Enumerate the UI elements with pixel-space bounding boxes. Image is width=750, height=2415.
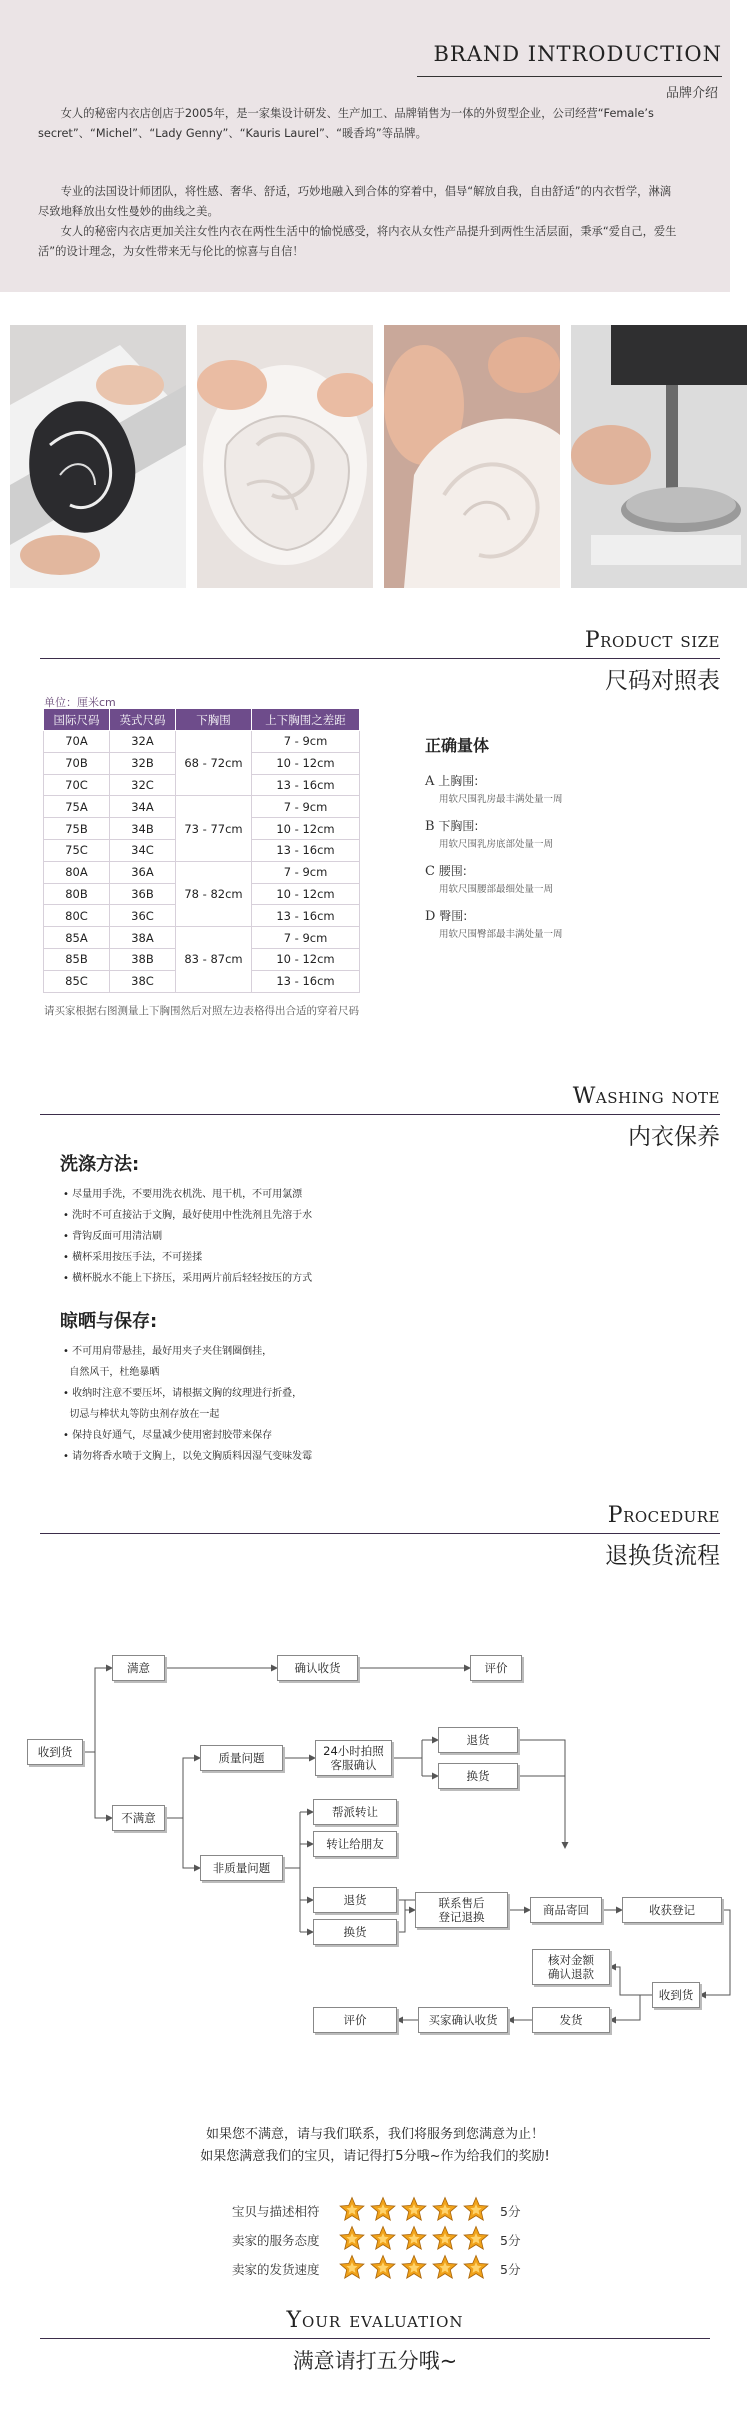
- size-table-row: [44, 861, 360, 883]
- flow-photo-confirm-line2: 客服确认: [330, 1758, 377, 1772]
- measure-name: 腰围:: [438, 864, 467, 878]
- measure-name: 上胸围:: [438, 774, 479, 788]
- size-table-row: [44, 731, 360, 753]
- flow-confirm-receipt: 确认收货: [277, 1655, 358, 1681]
- flow-satisfied: 满意: [112, 1655, 165, 1681]
- rating-stars: [338, 2254, 498, 2282]
- cell-uk-size: 38A: [110, 927, 176, 949]
- cell-diff: 13 - 16cm: [252, 905, 360, 927]
- cell-intl-size: 70B: [44, 752, 110, 774]
- photo-lace-cup: [197, 325, 373, 588]
- cell-uk-size: 32A: [110, 731, 176, 753]
- flow-received: 收到货: [652, 1982, 700, 2008]
- measure-letter: D: [425, 909, 436, 924]
- measure-letter: A: [425, 774, 435, 789]
- wash-method-list: [63, 1184, 312, 1289]
- brand-paragraph-2b: 女人的秘密内衣店更加关注女性内衣在两性生活中的愉悦感受，将内衣从女性产品提升到两性生活层面，秉承“爱自己，爱生活”的设计理念，为女性带来无与伦比的惊喜与自信！: [38, 225, 677, 258]
- size-title-cn: 尺码对照表: [605, 668, 720, 694]
- size-col-uk: 英式尺码: [110, 709, 176, 731]
- flow-resell: 帮派转让: [313, 1799, 397, 1825]
- size-table-row: [44, 927, 360, 949]
- wash-list-item: • 横杯脱水不能上下挤压，采用两片前后轻轻按压的方式: [63, 1273, 313, 1284]
- wash-list-item: • 背钩反面可用清洁刷: [63, 1231, 163, 1242]
- cell-uk-size: 34A: [110, 796, 176, 818]
- measure-label: [425, 817, 563, 834]
- cell-intl-size: 75B: [44, 818, 110, 840]
- flow-review: 评价: [470, 1655, 522, 1681]
- wash-store-title: 晾晒与保存:: [60, 1311, 158, 1332]
- measure-label: [425, 862, 563, 879]
- wash-list-item: • 横杯采用按压手法，不可搓揉: [63, 1252, 203, 1263]
- measure-name: 臀围:: [439, 909, 468, 923]
- wash-method-title: 洗涤方法:: [60, 1154, 140, 1175]
- rating-stars: [338, 2225, 498, 2253]
- flow-photo-confirm-line1: 24小时拍照: [323, 1744, 384, 1758]
- wash-list-item: • 收纳时注意不要压坏，请根据文胸的纹理进行折叠，: [63, 1388, 303, 1399]
- wash-list-item: • 请勿将香水喷于文胸上，以免文胸质料因湿气变味发霉: [63, 1451, 313, 1462]
- wash-store-list: [63, 1341, 312, 1467]
- size-table: [43, 708, 360, 993]
- size-table-header-row: [44, 709, 360, 731]
- cell-intl-size: 80A: [44, 861, 110, 883]
- flow-buyer-confirm: 买家确认收货: [418, 2007, 508, 2033]
- rating-label: 卖家的服务态度: [232, 2233, 320, 2248]
- size-unit-label: 单位：厘米cm: [44, 696, 116, 709]
- evaluation-title-rule: [40, 2338, 710, 2339]
- measure-desc: 用软尺围乳房最丰满处量一周: [439, 794, 563, 805]
- cell-diff: 10 - 12cm: [252, 752, 360, 774]
- photo-lace-fabric: [384, 325, 560, 588]
- procedure-title-rule: [40, 1533, 720, 1534]
- cell-intl-size: 85C: [44, 970, 110, 992]
- brand-paragraph-2a: 专业的法国设计师团队，将性感、奢华、舒适，巧妙地融入到合体的穿着中，倡导“解放自我，自由舒适”的内衣哲学，淋漓尽致地释放出女性曼妙的曲线之美。: [38, 185, 672, 218]
- size-note: 请买家根据右图测量上下胸围然后对照左边表格得出合适的穿着尺码: [44, 1005, 359, 1017]
- cell-underbust: 78 - 82cm: [176, 861, 252, 926]
- wash-list-item: • 洗时不可直接沾于文胸，最好使用中性洗剂且先溶于水: [63, 1210, 313, 1221]
- cell-diff: 13 - 16cm: [252, 774, 360, 796]
- rating-label: 宝贝与描述相符: [232, 2204, 320, 2219]
- size-title-rule: [40, 658, 720, 659]
- brand-paragraph-1: 女人的秘密内衣店创店于2005年，是一家集设计研发、生产加工、品牌销售为一体的外贸型企业，公司经营“Female’s secret”、“Michel”、“Lady Genny”、“Kauris Laurel”、“暖香坞”等品牌。: [38, 107, 654, 140]
- measure-name: 下胸围:: [438, 819, 479, 833]
- brand-paragraph-2: [38, 182, 678, 262]
- flow-review-2: 评价: [313, 2007, 397, 2033]
- rating-score: 5分: [500, 2262, 521, 2277]
- cell-diff: 10 - 12cm: [252, 948, 360, 970]
- measure-item: [425, 862, 563, 895]
- photo-fabric-pattern: [10, 325, 186, 588]
- flow-check-refund-line2: 确认退款: [548, 1967, 594, 1981]
- rating-label: 卖家的发货速度: [232, 2262, 320, 2277]
- measure-letter: C: [425, 864, 435, 879]
- measure-label: [425, 907, 563, 924]
- cell-underbust: 83 - 87cm: [176, 927, 252, 992]
- measure-item: [425, 772, 563, 805]
- flow-return-2: 退货: [313, 1887, 397, 1913]
- photo-sewing-machine: [571, 325, 747, 588]
- procedure-title-cn: 退换货流程: [605, 1543, 720, 1569]
- cell-uk-size: 38C: [110, 970, 176, 992]
- cell-diff: 7 - 9cm: [252, 927, 360, 949]
- wash-list-item: • 不可用肩带悬挂，最好用夹子夹住钢圈倒挂，: [63, 1346, 273, 1357]
- measure-desc: 用软尺围腰部最细处量一周: [439, 884, 554, 895]
- cell-diff: 13 - 16cm: [252, 839, 360, 861]
- cell-uk-size: 32B: [110, 752, 176, 774]
- cell-intl-size: 70A: [44, 731, 110, 753]
- wash-title-en: Washing note: [572, 1084, 720, 1109]
- flow-check-refund: [532, 1949, 610, 1985]
- wash-list-item: 切忌与棒状丸等防虫剂存放在一起: [63, 1409, 220, 1420]
- procedure-title-en: Procedure: [607, 1503, 720, 1528]
- wash-list-item: • 保持良好通气，尽量减少使用密封胶带来保存: [63, 1430, 273, 1441]
- cell-uk-size: 36A: [110, 861, 176, 883]
- cell-uk-size: 38B: [110, 948, 176, 970]
- size-col-diff: 上下胸围之差距: [252, 709, 360, 731]
- flow-send-back: 商品寄回: [530, 1897, 602, 1923]
- flow-contact-support: [415, 1892, 508, 1928]
- rating-stars: [338, 2196, 498, 2224]
- cell-diff: 10 - 12cm: [252, 818, 360, 840]
- wash-list-item: 自然风干，杜绝暴晒: [63, 1367, 160, 1378]
- measure-desc: 用软尺围乳房底部处量一周: [439, 839, 554, 850]
- flow-non-quality-issue: 非质量问题: [200, 1855, 283, 1881]
- rating-row: [0, 2196, 750, 2224]
- flow-register: 收获登记: [622, 1897, 722, 1923]
- flow-contact-support-line1: 联系售后: [438, 1896, 485, 1910]
- cell-underbust: 73 - 77cm: [176, 796, 252, 861]
- rating-score: 5分: [500, 2204, 521, 2219]
- measure-letter: B: [425, 819, 435, 834]
- flow-contact-support-line2: 登记退换: [438, 1910, 485, 1924]
- cell-diff: 7 - 9cm: [252, 731, 360, 753]
- rating-row: [0, 2254, 750, 2282]
- cell-intl-size: 85A: [44, 927, 110, 949]
- flow-transfer-friend: 转让给朋友: [313, 1831, 397, 1857]
- wash-title-cn: 内衣保养: [628, 1124, 720, 1150]
- cell-intl-size: 75A: [44, 796, 110, 818]
- flow-ship: 发货: [532, 2007, 610, 2033]
- flow-exchange-1: 换货: [438, 1763, 518, 1789]
- flow-check-refund-line1: 核对金额: [548, 1953, 594, 1967]
- size-title-en: Product size: [584, 628, 720, 653]
- evaluation-message: [0, 2124, 750, 2168]
- size-col-underbust: 下胸围: [176, 709, 252, 731]
- cell-uk-size: 32C: [110, 774, 176, 796]
- cell-diff: 10 - 12cm: [252, 883, 360, 905]
- procedure-flowchart: [0, 1640, 750, 2060]
- flow-quality-issue: 质量问题: [200, 1745, 283, 1771]
- evaluation-title-en: Your evaluation: [286, 2308, 464, 2333]
- measure-item: [425, 817, 563, 850]
- cell-uk-size: 34B: [110, 818, 176, 840]
- wash-list-item: • 尽量用手洗，不要用洗衣机洗、甩干机，不可用氯漂: [63, 1189, 303, 1200]
- flow-photo-confirm: [315, 1740, 392, 1776]
- cell-uk-size: 36B: [110, 883, 176, 905]
- measure-guide: [425, 733, 563, 952]
- cell-intl-size: 75C: [44, 839, 110, 861]
- flow-exchange-2: 换货: [313, 1919, 397, 1945]
- size-table-row: [44, 796, 360, 818]
- cell-uk-size: 34C: [110, 839, 176, 861]
- size-col-intl: 国际尺码: [44, 709, 110, 731]
- flow-return-1: 退货: [438, 1727, 518, 1753]
- rating-score: 5分: [500, 2233, 521, 2248]
- cell-diff: 13 - 16cm: [252, 970, 360, 992]
- evaluation-title-cn: 满意请打五分哦~: [292, 2349, 458, 2373]
- brand-title-rule: [417, 76, 722, 77]
- brand-title-cn: 品牌介绍: [665, 86, 718, 101]
- brand-section: [0, 0, 730, 292]
- measure-title: 正确量体: [425, 736, 490, 755]
- cell-diff: 7 - 9cm: [252, 796, 360, 818]
- measure-item: [425, 907, 563, 940]
- cell-intl-size: 80B: [44, 883, 110, 905]
- wash-title-rule: [40, 1114, 720, 1115]
- brand-title-en: BRAND INTRODUCTION: [433, 42, 722, 66]
- flow-receive: 收到货: [27, 1739, 83, 1765]
- cell-uk-size: 36C: [110, 905, 176, 927]
- measure-desc: 用软尺围臀部最丰满处量一周: [439, 929, 563, 940]
- cell-intl-size: 70C: [44, 774, 110, 796]
- cell-underbust: 68 - 72cm: [176, 731, 252, 796]
- cell-intl-size: 80C: [44, 905, 110, 927]
- evaluation-line-2: 如果您满意我们的宝贝，请记得打5分哦~作为给我们的奖励!: [200, 2149, 550, 2164]
- evaluation-line-1: 如果您不满意，请与我们联系，我们将服务到您满意为止！: [205, 2127, 544, 2142]
- flow-unsatisfied: 不满意: [112, 1805, 165, 1831]
- cell-diff: 7 - 9cm: [252, 861, 360, 883]
- measure-label: [425, 772, 563, 789]
- rating-row: [0, 2225, 750, 2253]
- cell-intl-size: 85B: [44, 948, 110, 970]
